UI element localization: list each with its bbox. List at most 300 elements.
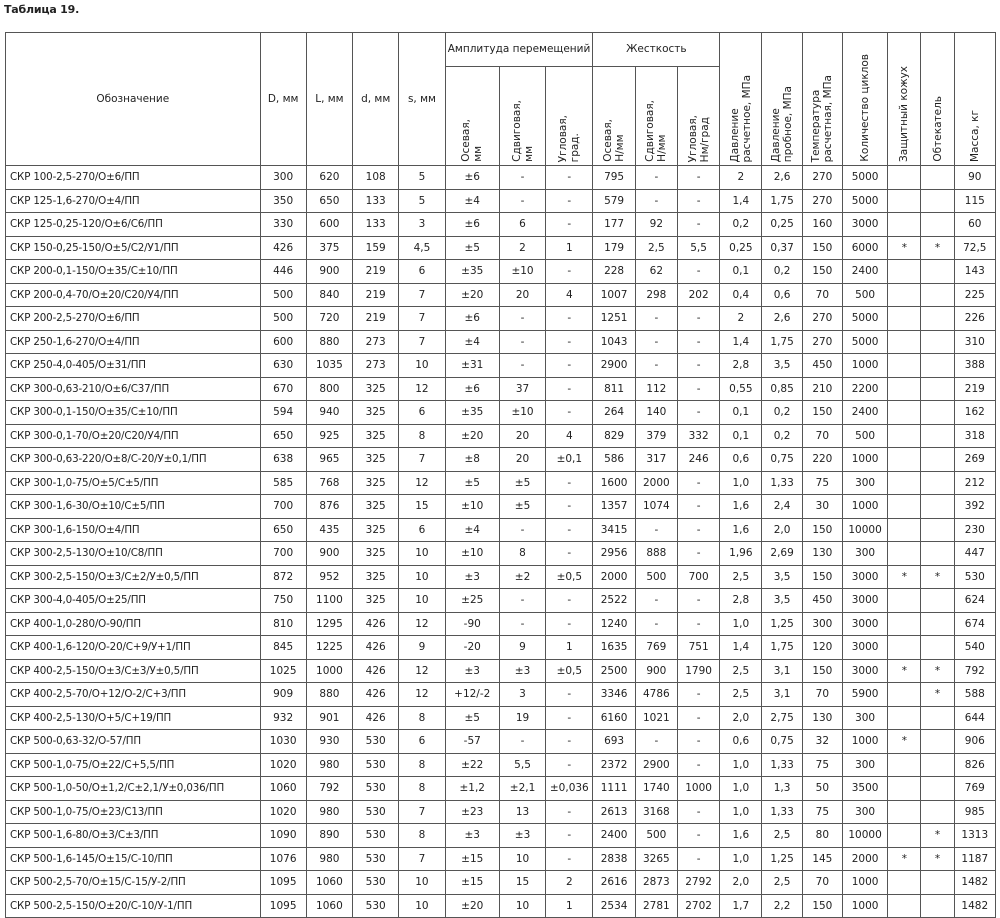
- cell-amp-axial: ±3: [445, 824, 499, 848]
- cell-s: 4,5: [399, 236, 445, 260]
- cell-pressure-calc: 1,0: [720, 847, 762, 871]
- header-text-line: Сдвиговая,: [510, 100, 523, 162]
- cell-s: 9: [399, 636, 445, 660]
- cell-pressure-calc: 2,5: [720, 659, 762, 683]
- cell-amp-shear: 8: [499, 542, 545, 566]
- cell-amp-angular: -: [546, 847, 593, 871]
- cell-stiff-shear: -: [635, 589, 677, 613]
- cell-pressure-calc: 1,96: [720, 542, 762, 566]
- cell-d: 426: [353, 636, 399, 660]
- header-text-line: Давление: [770, 107, 783, 162]
- cell-cycles: 500: [842, 424, 887, 448]
- cell-L: 720: [306, 307, 352, 331]
- cell-amp-shear: 5,5: [499, 753, 545, 777]
- header-text-line: Осевая,: [460, 119, 473, 162]
- cell-protective-cover: *: [888, 565, 921, 589]
- cell-D: 700: [260, 495, 306, 519]
- cell-d: 219: [353, 307, 399, 331]
- cell-stiff-angular: -: [677, 166, 719, 190]
- cell-L: 1000: [306, 659, 352, 683]
- cell-temperature: 220: [802, 448, 842, 472]
- cell-stiff-shear: 2000: [635, 471, 677, 495]
- table-row: [6, 354, 996, 378]
- cell-designation: СКР 400-1,6-120/О-20/С+9/У+1/ПП: [6, 636, 261, 660]
- cell-stiff-axial: 3346: [593, 683, 635, 707]
- cell-stiff-angular: 700: [677, 565, 719, 589]
- cell-stiff-axial: 693: [593, 730, 635, 754]
- cell-stiff-shear: 1074: [635, 495, 677, 519]
- cell-mass: 269: [954, 448, 995, 472]
- cell-pressure-calc: 1,0: [720, 753, 762, 777]
- cell-protective-cover: [888, 260, 921, 284]
- cell-temperature: 75: [802, 471, 842, 495]
- cell-pressure-test: 1,33: [762, 800, 802, 824]
- cell-D: 909: [260, 683, 306, 707]
- cell-amp-shear: 10: [499, 847, 545, 871]
- cell-protective-cover: [888, 542, 921, 566]
- cell-d: 325: [353, 495, 399, 519]
- cell-d: 426: [353, 612, 399, 636]
- cell-pressure-test: 0,25: [762, 213, 802, 237]
- cell-amp-angular: 2: [546, 871, 593, 895]
- cell-stiff-axial: 2000: [593, 565, 635, 589]
- cell-stiff-angular: -: [677, 307, 719, 331]
- cell-D: 700: [260, 542, 306, 566]
- cell-amp-shear: 10: [499, 894, 545, 918]
- cell-liner: [921, 189, 954, 213]
- cell-amp-shear: -: [499, 730, 545, 754]
- cell-D: 1025: [260, 659, 306, 683]
- cell-amp-angular: ±0,5: [546, 565, 593, 589]
- cell-D: 638: [260, 448, 306, 472]
- cell-s: 6: [399, 730, 445, 754]
- cell-designation: СКР 400-2,5-130/О+5/С+19/ПП: [6, 706, 261, 730]
- cell-d: 530: [353, 871, 399, 895]
- cell-d: 426: [353, 683, 399, 707]
- cell-liner: *: [921, 565, 954, 589]
- cell-temperature: 150: [802, 401, 842, 425]
- cell-amp-angular: -: [546, 706, 593, 730]
- cell-s: 6: [399, 260, 445, 284]
- cell-s: 10: [399, 589, 445, 613]
- cell-amp-angular: -: [546, 753, 593, 777]
- cell-temperature: 160: [802, 213, 842, 237]
- cell-stiff-angular: -: [677, 847, 719, 871]
- cell-cycles: 10000: [842, 824, 887, 848]
- cell-liner: [921, 330, 954, 354]
- cell-stiff-shear: 2873: [635, 871, 677, 895]
- cell-mass: 674: [954, 612, 995, 636]
- cell-s: 15: [399, 495, 445, 519]
- cell-s: 10: [399, 871, 445, 895]
- table-row: [6, 636, 996, 660]
- cell-cycles: 6000: [842, 236, 887, 260]
- cell-temperature: 130: [802, 706, 842, 730]
- table-row: [6, 330, 996, 354]
- cell-amp-axial: ±3: [445, 659, 499, 683]
- cell-amp-shear: ±10: [499, 260, 545, 284]
- header-d: d, мм: [353, 33, 399, 166]
- cell-stiff-axial: 1007: [593, 283, 635, 307]
- cell-cycles: 1000: [842, 871, 887, 895]
- cell-amp-angular: 1: [546, 636, 593, 660]
- cell-liner: [921, 612, 954, 636]
- cell-stiff-shear: 140: [635, 401, 677, 425]
- cell-cycles: 10000: [842, 518, 887, 542]
- cell-pressure-calc: 0,55: [720, 377, 762, 401]
- cell-designation: СКР 150-0,25-150/О±5/С2/У1/ПП: [6, 236, 261, 260]
- cell-mass: 318: [954, 424, 995, 448]
- cell-d: 325: [353, 424, 399, 448]
- header-text-line: расчетное, МПа: [740, 74, 753, 162]
- cell-mass: 906: [954, 730, 995, 754]
- cell-amp-axial: ±10: [445, 495, 499, 519]
- header-text-line: Н/мм: [656, 134, 669, 162]
- cell-liner: [921, 589, 954, 613]
- cell-liner: [921, 636, 954, 660]
- cell-mass: 447: [954, 542, 995, 566]
- cell-pressure-test: 3,1: [762, 659, 802, 683]
- cell-mass: 1482: [954, 894, 995, 918]
- cell-stiff-shear: -: [635, 330, 677, 354]
- cell-pressure-calc: 1,0: [720, 777, 762, 801]
- cell-protective-cover: [888, 307, 921, 331]
- header-designation: Обозначение: [6, 33, 261, 166]
- header-D: D, мм: [260, 33, 306, 166]
- cell-s: 8: [399, 824, 445, 848]
- cell-temperature: 145: [802, 847, 842, 871]
- cell-amp-angular: -: [546, 377, 593, 401]
- table-row: [6, 213, 996, 237]
- cell-liner: [921, 307, 954, 331]
- cell-amp-axial: ±15: [445, 847, 499, 871]
- cell-L: 925: [306, 424, 352, 448]
- cell-stiff-angular: -: [677, 730, 719, 754]
- table-row: [6, 847, 996, 871]
- cell-designation: СКР 300-0,1-70/О±20/С20/У4/ПП: [6, 424, 261, 448]
- cell-cycles: 1000: [842, 495, 887, 519]
- cell-L: 980: [306, 847, 352, 871]
- cell-stiff-axial: 2613: [593, 800, 635, 824]
- cell-pressure-test: 2,6: [762, 307, 802, 331]
- table-row: [6, 753, 996, 777]
- cell-protective-cover: *: [888, 847, 921, 871]
- cell-D: 600: [260, 330, 306, 354]
- cell-temperature: 70: [802, 283, 842, 307]
- header-stiff-axial: [593, 67, 635, 166]
- cell-d: 108: [353, 166, 399, 190]
- cell-D: 500: [260, 307, 306, 331]
- cell-mass: 115: [954, 189, 995, 213]
- header-text-line: расчетная, МПа: [822, 74, 835, 162]
- cell-temperature: 150: [802, 565, 842, 589]
- cell-pressure-test: 0,2: [762, 401, 802, 425]
- cell-stiff-angular: -: [677, 589, 719, 613]
- cell-pressure-test: 3,5: [762, 589, 802, 613]
- cell-stiff-axial: 1251: [593, 307, 635, 331]
- cell-liner: [921, 894, 954, 918]
- cell-stiff-axial: 2500: [593, 659, 635, 683]
- header-text-line: Угловая,: [686, 114, 699, 162]
- cell-amp-shear: ±5: [499, 471, 545, 495]
- cell-stiff-axial: 2616: [593, 871, 635, 895]
- cell-liner: [921, 213, 954, 237]
- cell-L: 1035: [306, 354, 352, 378]
- cell-cycles: 300: [842, 706, 887, 730]
- cell-amp-axial: ±6: [445, 377, 499, 401]
- cell-mass: 212: [954, 471, 995, 495]
- cell-temperature: 30: [802, 495, 842, 519]
- cell-D: 650: [260, 424, 306, 448]
- cell-d: 273: [353, 330, 399, 354]
- cell-cycles: 2200: [842, 377, 887, 401]
- cell-amp-angular: -: [546, 307, 593, 331]
- cell-temperature: 120: [802, 636, 842, 660]
- cell-pressure-calc: 2,5: [720, 683, 762, 707]
- cell-amp-shear: -: [499, 589, 545, 613]
- cell-pressure-test: 1,25: [762, 847, 802, 871]
- cell-stiff-angular: 2702: [677, 894, 719, 918]
- cell-temperature: 450: [802, 354, 842, 378]
- cell-cycles: 5000: [842, 189, 887, 213]
- cell-stiff-shear: 112: [635, 377, 677, 401]
- table-row: [6, 871, 996, 895]
- cell-amp-shear: 20: [499, 448, 545, 472]
- cell-pressure-test: 2,0: [762, 518, 802, 542]
- cell-liner: [921, 401, 954, 425]
- cell-amp-axial: ±22: [445, 753, 499, 777]
- cell-cycles: 3000: [842, 565, 887, 589]
- cell-amp-shear: -: [499, 307, 545, 331]
- cell-mass: 792: [954, 659, 995, 683]
- header-text-line: мм: [472, 146, 485, 162]
- cell-amp-axial: ±5: [445, 471, 499, 495]
- cell-pressure-calc: 2: [720, 166, 762, 190]
- cell-temperature: 32: [802, 730, 842, 754]
- cell-amp-axial: -90: [445, 612, 499, 636]
- cell-stiff-angular: 332: [677, 424, 719, 448]
- cell-liner: [921, 730, 954, 754]
- cell-cycles: 3000: [842, 612, 887, 636]
- cell-L: 890: [306, 824, 352, 848]
- cell-D: 872: [260, 565, 306, 589]
- cell-liner: [921, 354, 954, 378]
- cell-designation: СКР 400-1,0-280/О-90/ПП: [6, 612, 261, 636]
- cell-cycles: 300: [842, 471, 887, 495]
- cell-stiff-angular: -: [677, 377, 719, 401]
- cell-designation: СКР 125-0,25-120/О±6/С6/ПП: [6, 213, 261, 237]
- cell-amp-shear: 37: [499, 377, 545, 401]
- cell-stiff-axial: 2534: [593, 894, 635, 918]
- cell-protective-cover: [888, 495, 921, 519]
- cell-D: 300: [260, 166, 306, 190]
- cell-protective-cover: [888, 354, 921, 378]
- cell-protective-cover: *: [888, 659, 921, 683]
- cell-stiff-angular: -: [677, 354, 719, 378]
- cell-mass: 826: [954, 753, 995, 777]
- cell-amp-angular: 1: [546, 236, 593, 260]
- cell-liner: *: [921, 824, 954, 848]
- cell-pressure-calc: 0,25: [720, 236, 762, 260]
- cell-amp-axial: ±20: [445, 283, 499, 307]
- cell-stiff-angular: -: [677, 213, 719, 237]
- cell-protective-cover: [888, 283, 921, 307]
- cell-L: 952: [306, 565, 352, 589]
- table-row: [6, 777, 996, 801]
- cell-D: 650: [260, 518, 306, 542]
- cell-temperature: 75: [802, 800, 842, 824]
- cell-s: 12: [399, 377, 445, 401]
- cell-protective-cover: [888, 824, 921, 848]
- cell-pressure-test: 1,33: [762, 471, 802, 495]
- cell-s: 7: [399, 448, 445, 472]
- cell-s: 5: [399, 166, 445, 190]
- cell-pressure-test: 3,1: [762, 683, 802, 707]
- cell-protective-cover: [888, 471, 921, 495]
- cell-stiff-shear: -: [635, 730, 677, 754]
- cell-cycles: 1000: [842, 894, 887, 918]
- cell-pressure-test: 0,75: [762, 448, 802, 472]
- cell-amp-shear: -: [499, 612, 545, 636]
- cell-L: 375: [306, 236, 352, 260]
- cell-amp-axial: ±31: [445, 354, 499, 378]
- cell-amp-shear: -: [499, 354, 545, 378]
- cell-pressure-test: 0,6: [762, 283, 802, 307]
- cell-amp-angular: -: [546, 354, 593, 378]
- cell-cycles: 300: [842, 800, 887, 824]
- cell-protective-cover: [888, 800, 921, 824]
- cell-amp-angular: 4: [546, 283, 593, 307]
- header-text-line: град.: [569, 132, 582, 162]
- cell-amp-shear: -: [499, 189, 545, 213]
- cell-mass: 392: [954, 495, 995, 519]
- cell-temperature: 210: [802, 377, 842, 401]
- cell-liner: *: [921, 236, 954, 260]
- cell-designation: СКР 400-2,5-150/О±3/С±3/У±0,5/ПП: [6, 659, 261, 683]
- cell-temperature: 150: [802, 659, 842, 683]
- cell-amp-angular: -: [546, 401, 593, 425]
- cell-protective-cover: [888, 589, 921, 613]
- cell-L: 600: [306, 213, 352, 237]
- header-amp-shear: [499, 67, 545, 166]
- cell-pressure-calc: 1,4: [720, 636, 762, 660]
- header-amplitude-group: Амплитуда перемещений: [445, 33, 593, 67]
- table-row: [6, 236, 996, 260]
- cell-d: 530: [353, 824, 399, 848]
- cell-cycles: 5000: [842, 330, 887, 354]
- cell-designation: СКР 250-4,0-405/О±31/ПП: [6, 354, 261, 378]
- header-s: s, мм: [399, 33, 445, 166]
- cell-cycles: 300: [842, 542, 887, 566]
- cell-L: 435: [306, 518, 352, 542]
- cell-amp-angular: -: [546, 683, 593, 707]
- cell-pressure-test: 3,5: [762, 354, 802, 378]
- cell-stiff-angular: 1000: [677, 777, 719, 801]
- cell-temperature: 300: [802, 612, 842, 636]
- cell-designation: СКР 300-1,0-75/О±5/С±5/ПП: [6, 471, 261, 495]
- cell-pressure-test: 2,4: [762, 495, 802, 519]
- cell-liner: [921, 800, 954, 824]
- cell-temperature: 70: [802, 683, 842, 707]
- cell-temperature: 270: [802, 166, 842, 190]
- cell-amp-shear: ±10: [499, 401, 545, 425]
- cell-D: 1020: [260, 753, 306, 777]
- cell-D: 446: [260, 260, 306, 284]
- cell-L: 940: [306, 401, 352, 425]
- header-liner: [921, 33, 954, 166]
- cell-liner: [921, 448, 954, 472]
- cell-protective-cover: [888, 448, 921, 472]
- cell-d: 325: [353, 471, 399, 495]
- cell-designation: СКР 500-1,0-75/О±22/С+5,5/ПП: [6, 753, 261, 777]
- cell-s: 10: [399, 894, 445, 918]
- cell-cycles: 1000: [842, 730, 887, 754]
- cell-pressure-test: 3,5: [762, 565, 802, 589]
- cell-stiff-angular: -: [677, 189, 719, 213]
- cell-amp-axial: ±5: [445, 706, 499, 730]
- cell-designation: СКР 500-2,5-150/О±20/С-10/У-1/ПП: [6, 894, 261, 918]
- cell-mass: 143: [954, 260, 995, 284]
- cell-pressure-calc: 0,4: [720, 283, 762, 307]
- cell-mass: 1313: [954, 824, 995, 848]
- cell-mass: 162: [954, 401, 995, 425]
- cell-cycles: 5900: [842, 683, 887, 707]
- cell-designation: СКР 400-2,5-70/О+12/О-2/С+3/ПП: [6, 683, 261, 707]
- cell-stiff-angular: -: [677, 330, 719, 354]
- cell-pressure-test: 0,85: [762, 377, 802, 401]
- cell-cycles: 3000: [842, 636, 887, 660]
- cell-stiff-shear: 298: [635, 283, 677, 307]
- cell-liner: [921, 495, 954, 519]
- cell-amp-axial: -20: [445, 636, 499, 660]
- cell-liner: [921, 283, 954, 307]
- cell-liner: [921, 166, 954, 190]
- header-text-line: Защитный кожух: [898, 66, 911, 162]
- cell-s: 7: [399, 847, 445, 871]
- cell-pressure-calc: 0,2: [720, 213, 762, 237]
- cell-amp-angular: ±0,5: [546, 659, 593, 683]
- header-L: L, мм: [306, 33, 352, 166]
- cell-d: 530: [353, 753, 399, 777]
- cell-mass: 644: [954, 706, 995, 730]
- cell-stiff-shear: 3265: [635, 847, 677, 871]
- cell-pressure-calc: 2,8: [720, 354, 762, 378]
- cell-pressure-test: 0,37: [762, 236, 802, 260]
- cell-pressure-test: 2,2: [762, 894, 802, 918]
- cell-liner: *: [921, 683, 954, 707]
- cell-stiff-axial: 2372: [593, 753, 635, 777]
- cell-stiff-shear: 62: [635, 260, 677, 284]
- cell-mass: 1482: [954, 871, 995, 895]
- cell-designation: СКР 300-2,5-150/О±3/С±2/У±0,5/ПП: [6, 565, 261, 589]
- header-cycles: [842, 33, 887, 166]
- cell-liner: [921, 471, 954, 495]
- cell-s: 12: [399, 471, 445, 495]
- cell-temperature: 270: [802, 330, 842, 354]
- cell-d: 325: [353, 377, 399, 401]
- cell-D: 1095: [260, 871, 306, 895]
- table-row: [6, 401, 996, 425]
- cell-D: 500: [260, 283, 306, 307]
- cell-pressure-calc: 1,4: [720, 189, 762, 213]
- cell-stiff-shear: -: [635, 354, 677, 378]
- cell-stiff-axial: 179: [593, 236, 635, 260]
- cell-D: 1030: [260, 730, 306, 754]
- cell-temperature: 150: [802, 518, 842, 542]
- cell-protective-cover: [888, 706, 921, 730]
- header-text-line: пробное, МПа: [782, 85, 795, 162]
- cell-designation: СКР 300-2,5-130/О±10/С8/ПП: [6, 542, 261, 566]
